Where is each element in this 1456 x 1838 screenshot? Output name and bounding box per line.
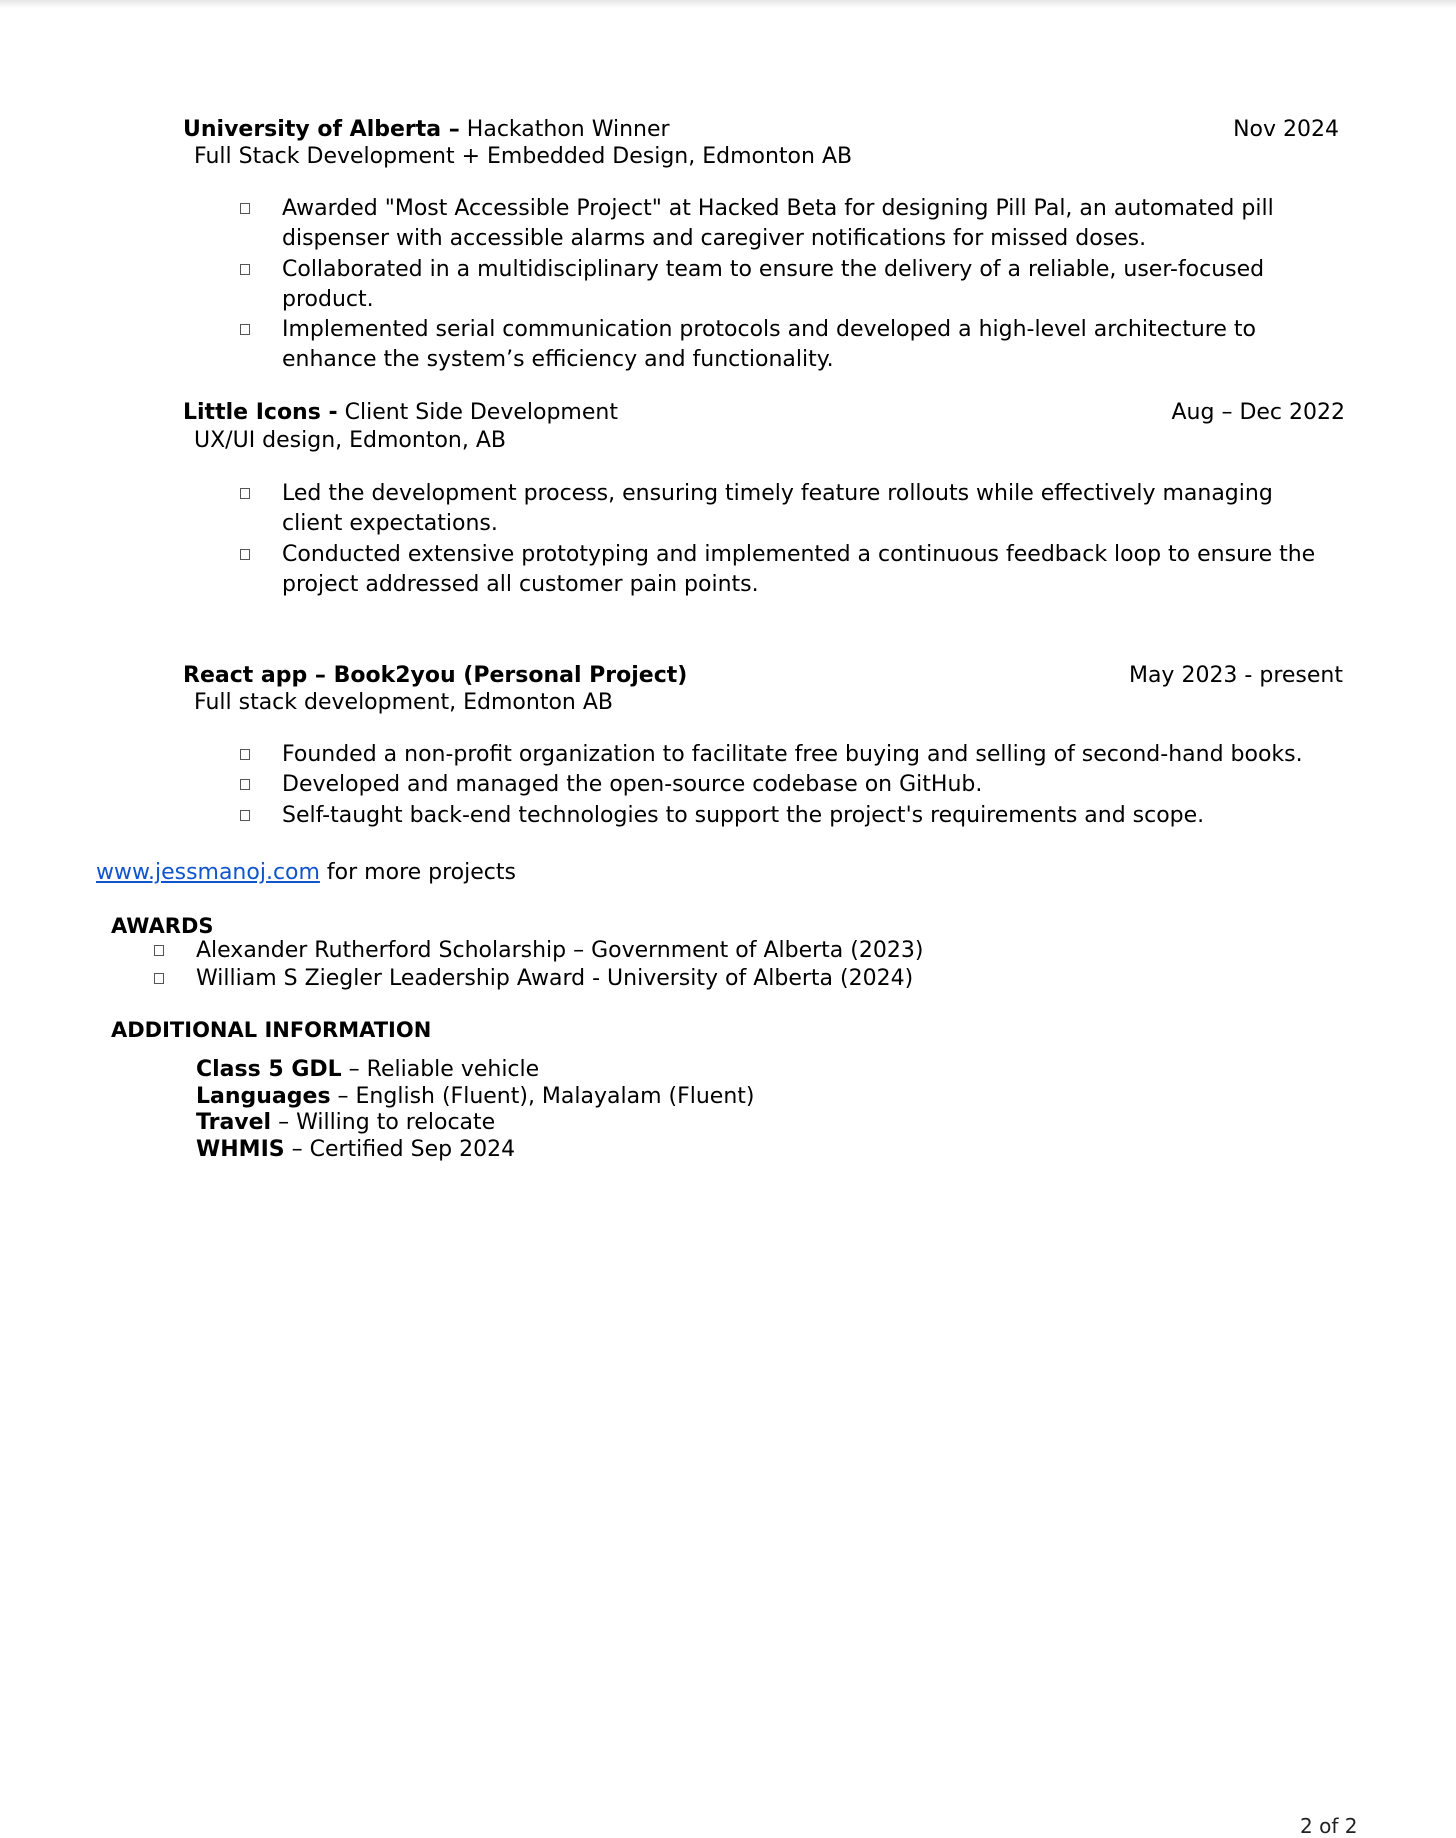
entry-subtitle: Full stack development, Edmonton AB <box>194 690 613 715</box>
page-number: 2 of 2 <box>1300 1814 1358 1838</box>
checkbox-square-icon <box>240 264 250 275</box>
checkbox-square-icon <box>240 203 250 214</box>
entry-org: React app – Book2you (Personal Project) <box>183 663 688 688</box>
more-projects-line <box>96 859 516 887</box>
additional-info-list <box>196 1057 755 1163</box>
website-link[interactable]: www.jessmanoj.com <box>96 860 320 885</box>
checkbox-square-icon <box>240 324 250 335</box>
list-item: Led the development process, ensuring timely feature rollouts while effectively managing client expectations. <box>240 479 1340 540</box>
entry-org: University of Alberta – <box>183 117 460 142</box>
awards-list <box>154 937 923 992</box>
entry-date: Nov 2024 <box>1233 117 1339 142</box>
list-item: Implemented serial communication protocols and developed a high-level architecture to enhance the system’s efficiency and functionality. <box>240 315 1340 376</box>
checkbox-square-icon <box>240 749 250 760</box>
info-row <box>196 1057 755 1084</box>
entry-date: May 2023 - present <box>1128 663 1343 688</box>
entry-subtitle: UX/UI design, Edmonton, AB <box>194 428 506 453</box>
additional-info-heading: ADDITIONAL INFORMATION <box>111 1018 432 1042</box>
list-item: Awarded "Most Accessible Project" at Hacked Beta for designing Pill Pal, an automated pill dispenser with accessible alarms and caregiver notifications for missed doses. <box>240 194 1340 255</box>
entry-role: Client Side Development <box>337 400 618 425</box>
info-value: – English (Fluent), Malayalam (Fluent) <box>330 1083 755 1109</box>
checkbox-square-icon <box>240 810 250 821</box>
checkbox-square-icon <box>154 945 164 956</box>
list-item: Founded a non-profit organization to facilitate free buying and selling of second-hand books. <box>240 740 1340 770</box>
more-projects-suffix: for more projects <box>319 860 516 885</box>
entry-bullets <box>240 479 1340 600</box>
entry-org: Little Icons - <box>183 400 338 425</box>
info-row <box>196 1110 755 1137</box>
entry-header <box>183 662 1343 690</box>
entry-date: Aug – Dec 2022 <box>1171 400 1345 425</box>
info-label: Class 5 GDL <box>196 1057 342 1082</box>
info-label: Travel <box>196 1110 272 1135</box>
checkbox-square-icon <box>240 779 250 790</box>
list-item: William S Ziegler Leadership Award - University of Alberta (2024) <box>154 965 923 993</box>
list-item: Conducted extensive prototyping and implemented a continuous feedback loop to ensure the project addressed all customer pain points. <box>240 540 1340 601</box>
list-item: Collaborated in a multidisciplinary team to ensure the delivery of a reliable, user-focused product. <box>240 255 1340 316</box>
info-value: – Certified Sep 2024 <box>284 1136 516 1162</box>
info-value: – Willing to relocate <box>271 1110 496 1135</box>
entry-subtitle: Full Stack Development + Embedded Design, Edmonton AB <box>194 144 853 169</box>
checkbox-square-icon <box>240 488 250 499</box>
info-label: WHMIS <box>196 1136 285 1162</box>
awards-heading: AWARDS <box>111 914 214 938</box>
page-top-shadow <box>0 0 1456 8</box>
list-item: Self-taught back-end technologies to support the project's requirements and scope. <box>240 801 1340 831</box>
checkbox-square-icon <box>240 549 250 560</box>
entry-bullets <box>240 194 1340 376</box>
info-value: – Reliable vehicle <box>341 1057 540 1082</box>
list-item: Developed and managed the open-source codebase on GitHub. <box>240 770 1340 800</box>
info-row <box>196 1137 755 1164</box>
info-row <box>196 1084 755 1111</box>
entry-bullets <box>240 740 1340 831</box>
checkbox-square-icon <box>154 973 164 984</box>
entry-role: Hackathon Winner <box>459 117 670 142</box>
list-item: Alexander Rutherford Scholarship – Government of Alberta (2023) <box>154 937 923 965</box>
entry-header <box>183 116 1343 144</box>
entry-header <box>183 399 1343 427</box>
info-label: Languages <box>196 1083 331 1109</box>
